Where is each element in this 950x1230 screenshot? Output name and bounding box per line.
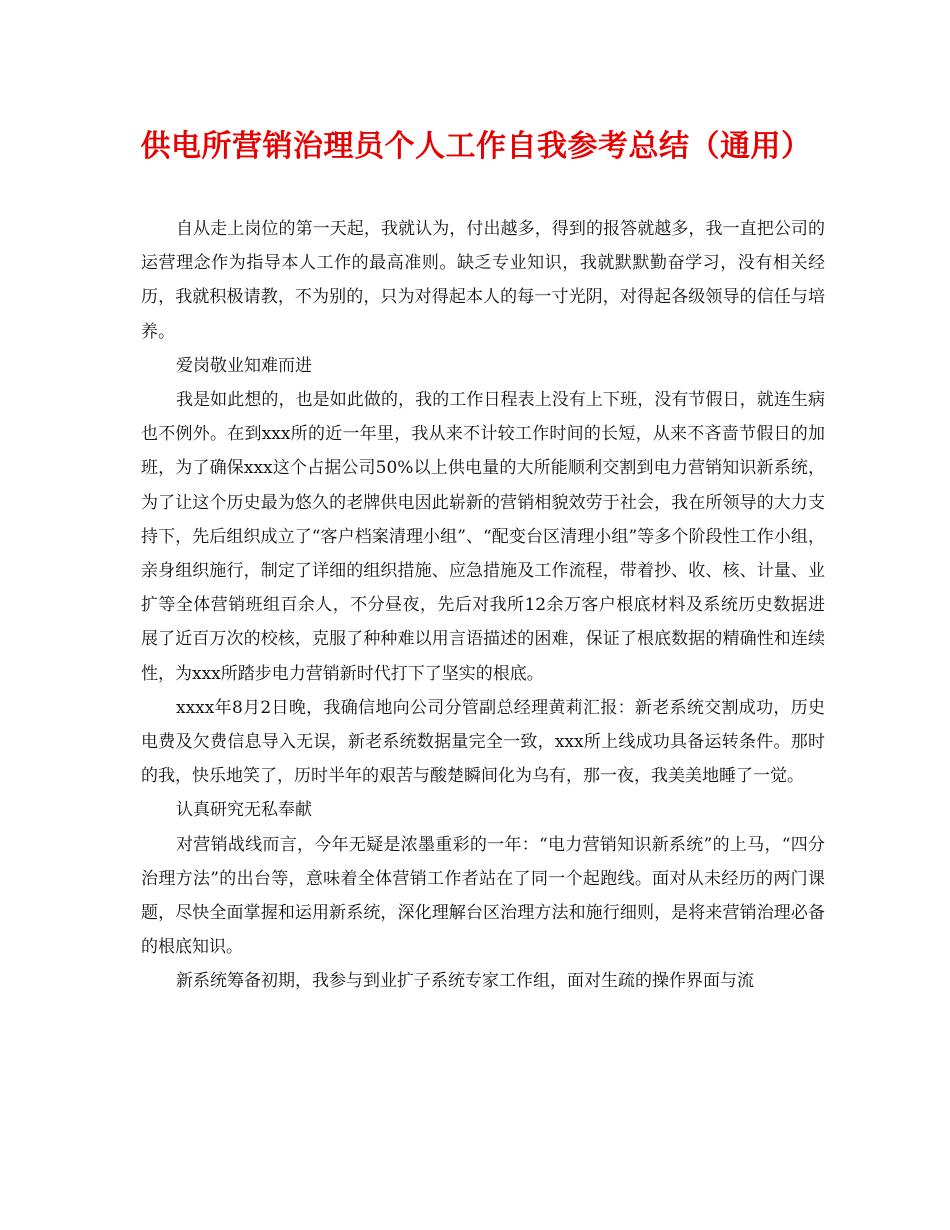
paragraph-new-system-prep: 新系统筹备初期，我参与到业扩子系统专家工作组，面对生疏的操作界面与流 bbox=[176, 971, 754, 992]
paragraph-system-migration: 我是如此想的，也是如此做的，我的工作日程表上没有上下班，没有节假日，就连生病也不例外。在到xxx所的近一年里，我从来不计较工作时间的长短，从来不吝啬节假日的加班，为了确保xxx这个占据公司50%以上供电量的大所能顺利交割到电力营销知识新系统，为了让这个历史最为悠久的老牌供电因此崭新的营销相貌效劳于社会，我在所领导的大力支持下，先后组织成立了“客户档案清理小组”、“配变台区清理小组”等多个阶段性工作小组，亲身组织施行，制定了详细的组织措施、应急措施及工作流程，带着抄、收、核、计量、业扩等全体营销班组百余人，不分昼夜，先后对我所12余万客户根底材料及系统历史数据进展了近百万次的校核，克服了种种难以用言语描述的困难，保证了根底数据的精确性和连续性，为xxx所踏步电力营销新时代打下了坚实的根底。 bbox=[141, 390, 825, 684]
paragraph-intro: 自从走上岗位的第一天起，我就认为，付出越多，得到的报答就越多，我一直把公司的运营理念作为指导本人工作的最高准则。缺乏专业知识，我就默默勤奋学习，没有相关经历，我就积极请教，不为别的，只为对得起本人的每一寸光阴，对得起各级领导的信任与培养。 bbox=[141, 219, 825, 342]
paragraph-report-success: xxxx年8月2日晚，我确信地向公司分管副总经理黄莉汇报：新老系统交割成功，历史电费及欠费信息导入无误，新老系统数据量完全一致，xxx所上线成功具备运转条件。那时的我，快乐地笑了，历时半年的艰苦与酸楚瞬间化为乌有，那一夜，我美美地睡了一觉。 bbox=[141, 697, 825, 787]
section-heading-research: 认真研究无私奉献 bbox=[176, 800, 312, 821]
document-title: 供电所营销治理员个人工作自我参考总结（通用） bbox=[140, 129, 812, 164]
paragraph-marketing-year: 对营销战线而言，今年无疑是浓墨重彩的一年：“电力营销知识新系统”的上马，“四分治理方法”的出台等，意味着全体营销工作者站在了同一个起跑线。面对从未经历的两门课题，尽快全面掌握和运用新系统，深化理解台区治理方法和施行细则，是将来营销治理必备的根底知识。 bbox=[141, 834, 825, 958]
document-body bbox=[141, 212, 825, 999]
section-heading-dedication: 爱岗敬业知难而进 bbox=[176, 355, 312, 376]
